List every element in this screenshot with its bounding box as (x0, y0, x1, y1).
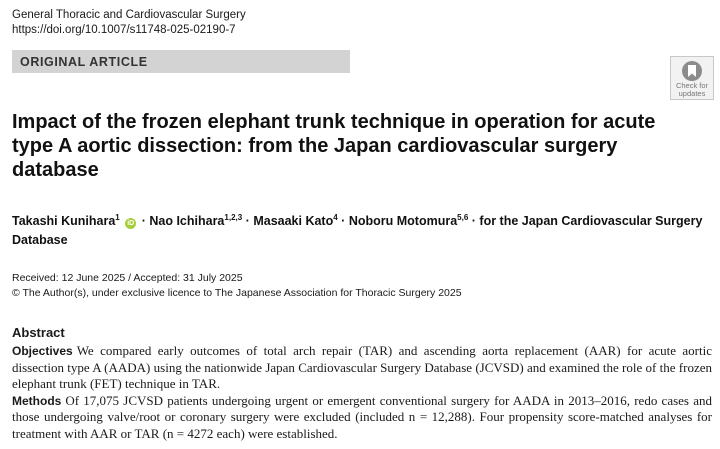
author-name[interactable]: Masaaki Kato (253, 214, 334, 229)
methods-label: Methods (12, 393, 62, 408)
check-for-updates-badge[interactable] (670, 56, 714, 100)
group-author[interactable]: for the Japan Cardiovascular Surgery Database (12, 214, 703, 248)
abstract-body (12, 343, 712, 442)
objectives-label: Objectives (12, 344, 73, 358)
author-name[interactable]: Noboru Motomura (348, 214, 458, 229)
doi-link[interactable]: https://doi.org/10.1007/s11748-025-02190-7 (12, 24, 236, 36)
article-type-label: ORIGINAL ARTICLE (20, 54, 148, 69)
author-list (12, 208, 712, 250)
journal-header (12, 8, 246, 38)
journal-name: General Thoracic and Cardiovascular Surgery (12, 9, 246, 21)
author-affiliation: 5,6 (457, 213, 469, 222)
author-affiliation: 1 (115, 213, 120, 222)
methods-paragraph (12, 393, 712, 443)
article-type-banner (12, 50, 350, 73)
abstract-heading: Abstract (12, 325, 65, 340)
article-title: Impact of the frozen elephant trunk technique in operation for acute type A aortic dissection: from the Japan cardiovascular surgery database (12, 111, 656, 181)
copyright-notice: © The Author(s), under exclusive licence to The Japanese Association for Thoracic Surgery 2025 (12, 287, 462, 299)
article-dates (12, 271, 462, 301)
author-separator: · (341, 214, 346, 229)
check-for-label: Check for (675, 81, 709, 90)
author-separator: · (471, 214, 476, 229)
objectives-text: We compared early outcomes of total arch repair (TAR) and ascending aorta replacement (AAR) for acute aortic dissection type A (AADA) using the nationwide Japan Cardiovascular Surgery Database (JCVSD) and examined the role of the frozen elephant trunk (FET) technique in TAR. (12, 343, 712, 391)
received-accepted-dates: Received: 12 June 2025 / Accepted: 31 July 2025 (12, 272, 243, 284)
objectives-paragraph (12, 343, 712, 393)
author-name[interactable]: Nao Ichihara (149, 214, 225, 229)
author-affiliation: 4 (333, 213, 338, 222)
author-name[interactable]: Takashi Kunihara (12, 214, 116, 229)
bookmark-circle-icon (681, 60, 703, 82)
author-separator: · (245, 214, 250, 229)
methods-text: Of 17,075 JCVSD patients undergoing urgent or emergent conventional surgery for AADA in 2013–2016, redo cases and those undergoing valve/root or coronary surgery were excluded (included n = 12,288). Four propensity score-matched analyses for treatment with AAR or TAR (n = 4272 each) were established. (12, 392, 712, 441)
author-affiliation: 1,2,3 (224, 213, 243, 222)
author-separator: · (141, 214, 146, 229)
updates-label: updates (678, 89, 706, 98)
orcid-icon[interactable]: iD (127, 220, 135, 228)
